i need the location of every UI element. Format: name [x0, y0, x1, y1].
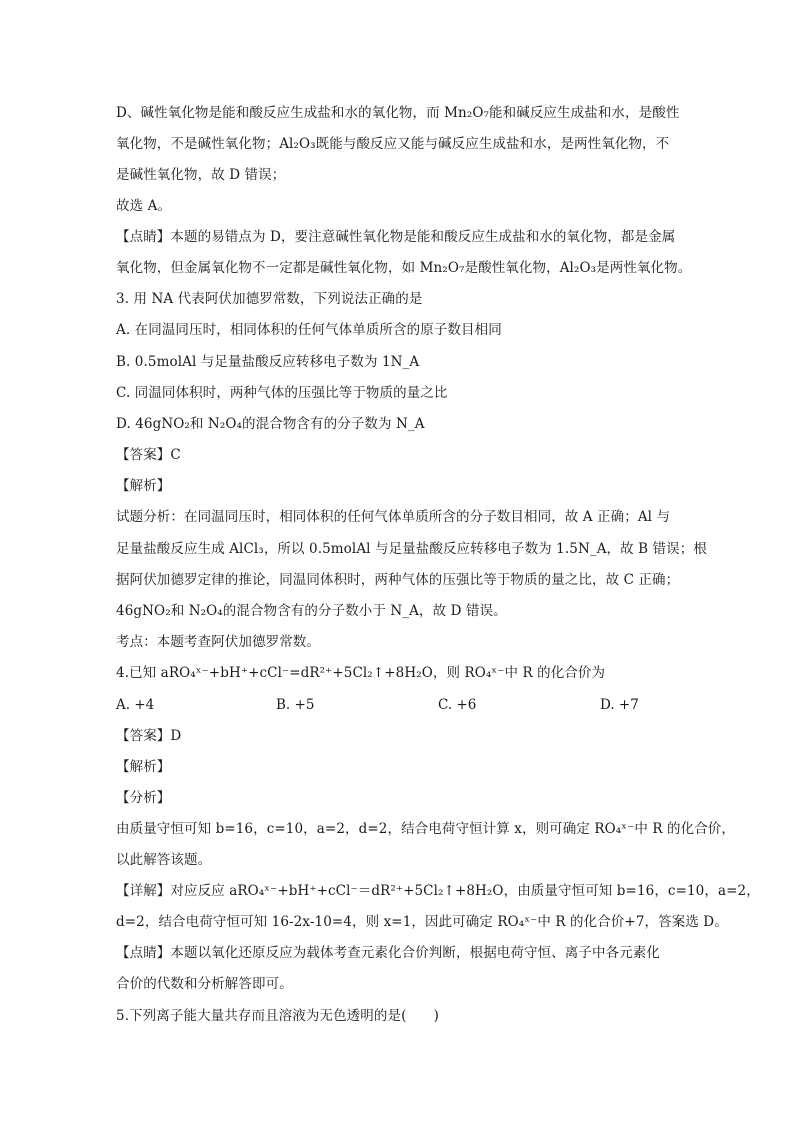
answer-label: 【答案】C — [116, 447, 181, 463]
option-d: D. 46gNO₂和 N₂O₄的混合物含有的分子数为 N_A — [116, 416, 425, 432]
text-line: 氧化物，不是碱性氧化物；Al₂O₃既能与酸反应又能与碱反应生成盐和水，是两性氧化物，不 — [116, 136, 670, 152]
text-line: 合价的代数和分析解答即可。 — [116, 976, 293, 992]
text-line: 以此解答该题。 — [116, 852, 212, 868]
section-label: 【分析】 — [116, 790, 171, 806]
text-line: 46gNO₂和 N₂O₄的混合物含有的分子数小于 N_A，故 D 错误。 — [116, 603, 507, 619]
choice-c: C. +6 — [438, 697, 477, 713]
option-c: C. 同温同体积时，两种气体的压强比等于物质的量之比 — [116, 385, 448, 401]
text-line: 是碱性氧化物，故 D 错误； — [116, 167, 286, 183]
text-line: 据阿伏加德罗定律的推论，同温同体积时，两种气体的压强比等于物质的量之比，故 C 正确； — [116, 572, 680, 588]
option-b: B. 0.5molAl 与足量盐酸反应转移电子数为 1N_A — [116, 354, 420, 370]
choice-b: B. +5 — [276, 697, 315, 713]
choice-d: D. +7 — [600, 697, 639, 713]
note-line: 【点睛】本题的易错点为 D，要注意碱性氧化物是能和酸反应生成盐和水的氧化物，都是金属 — [116, 229, 676, 245]
text-line: 由质量守恒可知 b=16，c=10，a=2，d=2，结合电荷守恒计算 x，则可确定 RO₄ˣ⁻中 R 的化合价， — [116, 821, 735, 837]
question-3-stem: 3. 用 NA 代表阿伏加德罗常数，下列说法正确的是 — [116, 291, 423, 307]
question-4-stem: 4.已知 aRO₄ˣ⁻+bH⁺+cCl⁻=dR²⁺+5Cl₂↑+8H₂O，则 RO₄ˣ⁻中 R 的化合价为 — [116, 665, 606, 681]
question-5-stem: 5.下列离子能大量共存而且溶液为无色透明的是( ) — [116, 1008, 440, 1024]
choice-a: A. +4 — [116, 697, 155, 713]
text-line: 【详解】对应反应 aRO₄ˣ⁻+bH⁺+cCl⁻＝dR²⁺+5Cl₂↑+8H₂O，由质量守恒可知 b=16，c=10，a=2， — [116, 883, 760, 899]
text-line: D、碱性氧化物是能和酸反应生成盐和水的氧化物，而 Mn₂O₇能和碱反应生成盐和水，是酸性 — [116, 105, 680, 121]
text-line: 考点：本题考查阿伏加德罗常数。 — [116, 634, 320, 650]
text-line: 足量盐酸反应生成 AlCl₃，所以 0.5molAl 与足量盐酸反应转移电子数为 1.5N_A，故 B 错误；根 — [116, 541, 707, 557]
option-a: A. 在同温同压时，相同体积的任何气体单质所含的原子数目相同 — [116, 322, 502, 338]
text-line: d=2，结合电荷守恒可知 16-2x-10=4，则 x=1，因此可确定 RO₄ˣ⁻中 R 的化合价+7，答案选 D。 — [116, 914, 728, 930]
answer-label: 【答案】D — [116, 728, 182, 744]
text-line: 故选 A。 — [116, 198, 172, 214]
note-line: 【点睛】本题以氧化还原反应为载体考查元素化合价判断，根据电荷守恒、离子中各元素化 — [116, 945, 660, 961]
text-line: 试题分析：在同温同压时，相同体积的任何气体单质所含的分子数目相同，故 A 正确；Al 与 — [116, 509, 671, 525]
analysis-label: 【解析】 — [116, 759, 171, 775]
analysis-label: 【解析】 — [116, 478, 171, 494]
text-line: 氧化物，但金属氧化物不一定都是碱性氧化物，如 Mn₂O₇是酸性氧化物，Al₂O₃是两性氧化物。 — [116, 260, 692, 276]
